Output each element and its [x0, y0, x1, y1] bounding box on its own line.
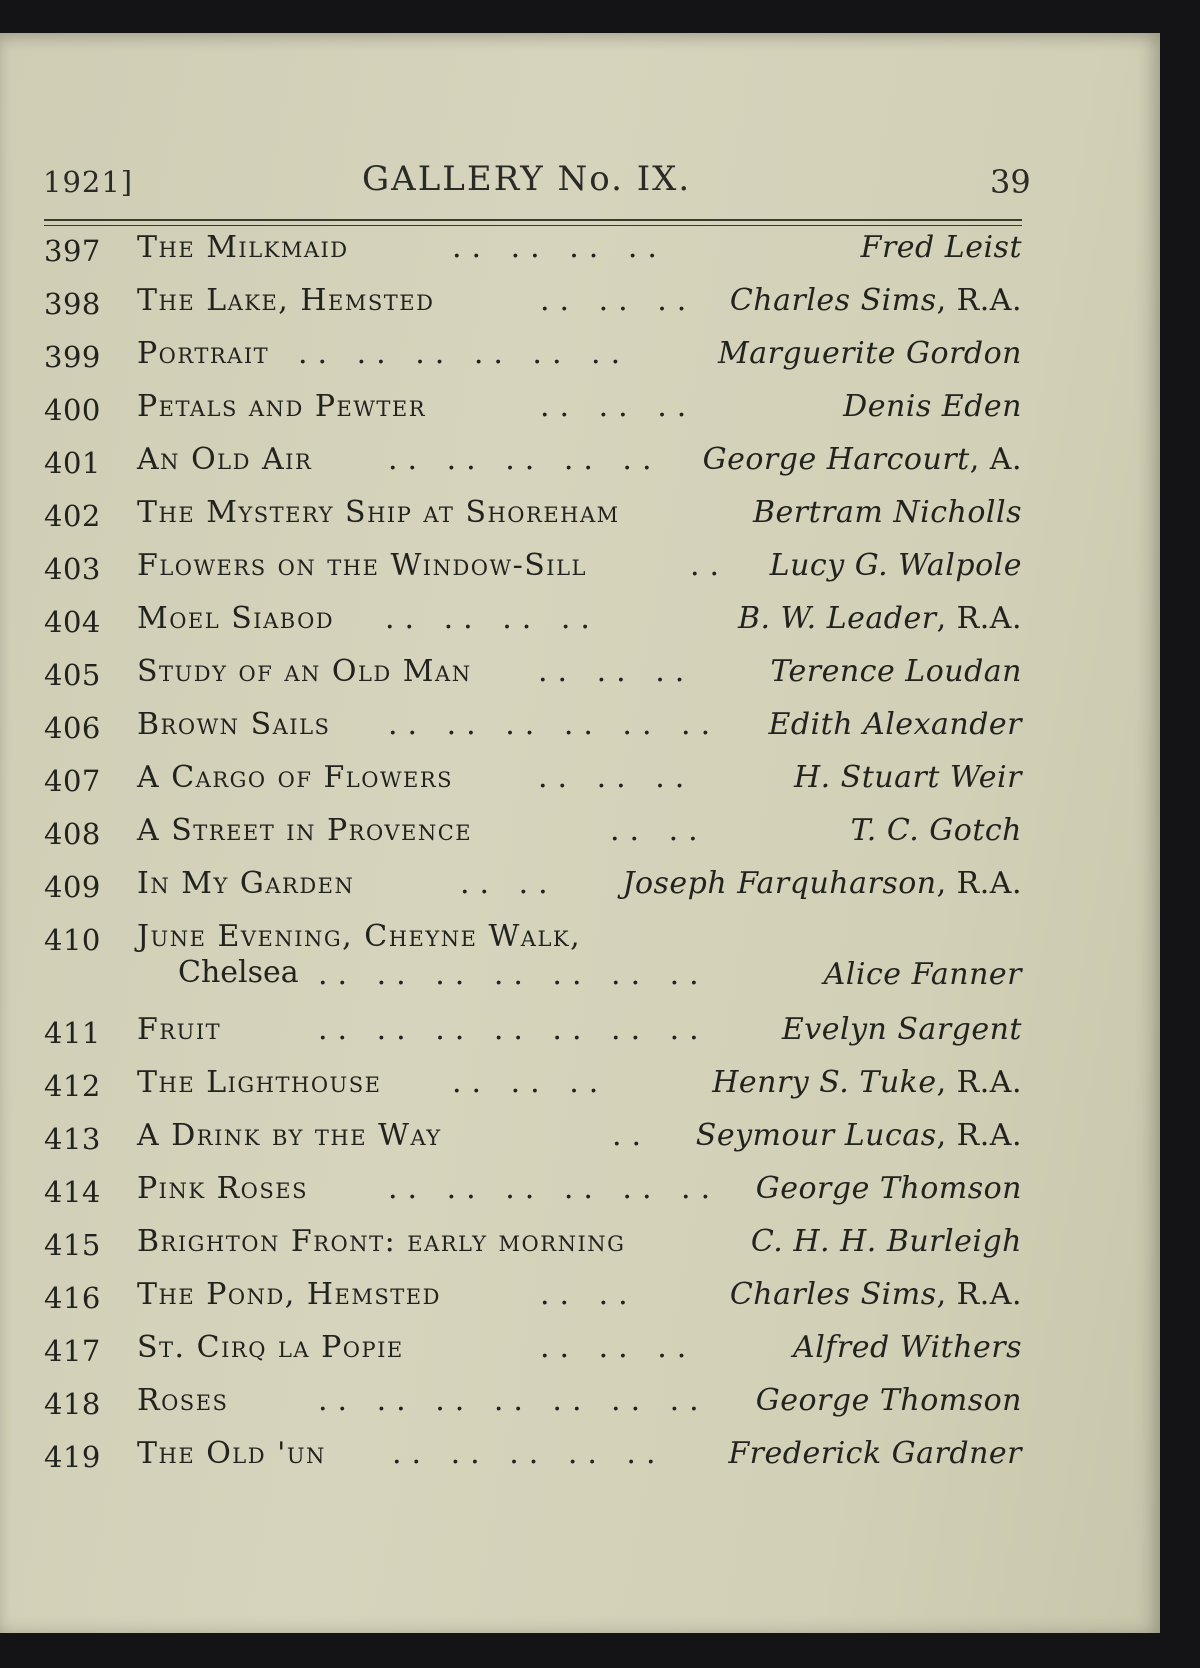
entry-artist: George Thomson [755, 1171, 1022, 1206]
entry-title: The Old 'un [137, 1436, 326, 1471]
entry-artist: H. Stuart Weir [793, 760, 1022, 795]
entry-number: 408 [44, 817, 101, 851]
entry-number: 401 [44, 446, 101, 480]
entry-title: The Milkmaid [137, 230, 349, 265]
entry-artist: Edith Alexander [768, 707, 1022, 742]
entry-number: 410 [44, 923, 101, 957]
entry-408 [0, 811, 1160, 861]
entry-title: Study of an Old Man [137, 654, 472, 689]
entry-title: Brown Sails [137, 707, 331, 742]
entry-417 [0, 1328, 1160, 1378]
entry-title: The Lighthouse [137, 1065, 382, 1100]
leader-dots: .. .. .. .. .. [392, 1436, 666, 1471]
entry-402 [0, 493, 1160, 543]
entry-title: A Street in Provence [137, 813, 473, 848]
entry-number: 405 [44, 658, 101, 692]
entry-title-continuation: Chelsea [178, 955, 299, 990]
entry-number: 415 [44, 1228, 101, 1262]
page-number: 39 [990, 163, 1031, 201]
leader-dots: .. .. .. .. [385, 601, 600, 636]
entry-artist: Charles Sims, R.A. [729, 283, 1022, 318]
leader-dots: .. .. .. [538, 654, 695, 689]
entry-artist: T. C. Gotch [850, 813, 1022, 848]
entry-title: Brighton Front: early morning [137, 1224, 626, 1259]
entry-artist: C. H. H. Burleigh [750, 1224, 1022, 1259]
gallery-title: GALLERY No. IX. [362, 159, 692, 199]
leader-dots: .. .. .. [452, 1065, 609, 1100]
entry-398 [0, 281, 1160, 331]
entry-418 [0, 1381, 1160, 1431]
entry-412 [0, 1063, 1160, 1113]
entry-title: An Old Air [137, 442, 313, 477]
entry-artist: Lucy G. Walpole [769, 548, 1022, 583]
header-rule-bottom [44, 225, 1022, 226]
entry-artist: Denis Eden [843, 389, 1022, 424]
leader-dots: .. [690, 548, 730, 583]
leader-dots: .. .. [610, 813, 708, 848]
year-label: 1921] [43, 165, 134, 199]
entry-410 [0, 917, 1160, 1007]
entry-number: 399 [44, 340, 101, 374]
leader-dots: .. .. .. .. [452, 230, 667, 265]
entry-artist: B. W. Leader, R.A. [737, 601, 1022, 636]
entry-number: 400 [44, 393, 101, 427]
leader-dots: .. .. .. [538, 760, 695, 795]
entry-411 [0, 1010, 1160, 1060]
entry-number: 412 [44, 1069, 101, 1103]
catalogue-page [0, 33, 1160, 1633]
entry-number: 402 [44, 499, 101, 533]
entry-403 [0, 546, 1160, 596]
entry-399 [0, 334, 1160, 384]
entry-title: The Pond, Hemsted [137, 1277, 441, 1312]
entry-405 [0, 652, 1160, 702]
entry-number: 407 [44, 764, 101, 798]
entry-397 [0, 228, 1160, 278]
entry-title: Pink Roses [137, 1171, 308, 1206]
entry-title: Roses [137, 1383, 229, 1418]
entry-artist: Bertram Nicholls [752, 495, 1022, 530]
entry-400 [0, 387, 1160, 437]
entry-title: Fruit [137, 1012, 222, 1047]
running-head [0, 133, 1160, 201]
entry-number: 418 [44, 1387, 101, 1421]
entry-title: A Cargo of Flowers [137, 760, 454, 795]
entry-401 [0, 440, 1160, 490]
entry-artist: Charles Sims, R.A. [729, 1277, 1022, 1312]
header-rule-top [44, 219, 1022, 221]
leader-dots: .. [612, 1118, 652, 1153]
entry-title: The Mystery Ship at Shoreham [137, 495, 620, 530]
entry-number: 416 [44, 1281, 101, 1315]
entry-414 [0, 1169, 1160, 1219]
entry-artist: Alfred Withers [793, 1330, 1022, 1365]
leader-dots: .. .. .. .. .. .. .. [318, 957, 709, 992]
leader-dots: .. .. .. [540, 389, 697, 424]
entry-number: 417 [44, 1334, 101, 1368]
entry-artist: George Thomson [755, 1383, 1022, 1418]
entry-title: In My Garden [137, 866, 355, 901]
leader-dots: .. .. .. [540, 283, 697, 318]
entry-title: Moel Siabod [137, 601, 335, 636]
leader-dots: .. .. .. .. .. .. [388, 1171, 721, 1206]
leader-dots: .. .. .. .. .. .. [298, 336, 631, 371]
entry-artist: George Harcourt, A. [702, 442, 1022, 477]
entry-artist: Henry S. Tuke, R.A. [712, 1065, 1022, 1100]
entry-404 [0, 599, 1160, 649]
entry-artist: Seymour Lucas, R.A. [695, 1118, 1022, 1153]
leader-dots: .. .. [460, 866, 558, 901]
entry-415 [0, 1222, 1160, 1272]
entry-artist: Evelyn Sargent [781, 1012, 1022, 1047]
entry-artist: Marguerite Gordon [718, 336, 1022, 371]
entry-artist: Terence Loudan [770, 654, 1022, 689]
entry-number: 414 [44, 1175, 101, 1209]
entry-number: 411 [44, 1016, 101, 1050]
entry-number: 409 [44, 870, 101, 904]
entry-title: Petals and Pewter [137, 389, 427, 424]
entry-title: A Drink by the Way [137, 1118, 442, 1153]
entry-artist: Alice Fanner [823, 957, 1022, 992]
entry-title: Portrait [137, 336, 270, 371]
entry-artist: Joseph Farquharson, R.A. [622, 866, 1022, 901]
entry-number: 397 [44, 234, 101, 268]
leader-dots: .. .. .. [540, 1330, 697, 1365]
entry-title: The Lake, Hemsted [137, 283, 435, 318]
leader-dots: .. .. [540, 1277, 638, 1312]
entry-416 [0, 1275, 1160, 1325]
entry-number: 403 [44, 552, 101, 586]
entry-413 [0, 1116, 1160, 1166]
entry-title: St. Cirq la Popie [137, 1330, 404, 1365]
leader-dots: .. .. .. .. .. .. .. [318, 1012, 709, 1047]
entry-title: June Evening, Cheyne Walk, [137, 919, 582, 954]
entry-number: 419 [44, 1440, 101, 1474]
leader-dots: .. .. .. .. .. .. [388, 707, 721, 742]
leader-dots: .. .. .. .. .. [388, 442, 662, 477]
entry-406 [0, 705, 1160, 755]
entry-number: 398 [44, 287, 101, 321]
entry-407 [0, 758, 1160, 808]
entry-419 [0, 1434, 1160, 1484]
entry-number: 413 [44, 1122, 101, 1156]
entry-number: 404 [44, 605, 101, 639]
entry-409 [0, 864, 1160, 914]
entry-artist: Frederick Gardner [728, 1436, 1022, 1471]
entry-title: Flowers on the Window-Sill [137, 548, 587, 583]
entry-number: 406 [44, 711, 101, 745]
leader-dots: .. .. .. .. .. .. .. [318, 1383, 709, 1418]
entry-artist: Fred Leist [860, 230, 1022, 265]
